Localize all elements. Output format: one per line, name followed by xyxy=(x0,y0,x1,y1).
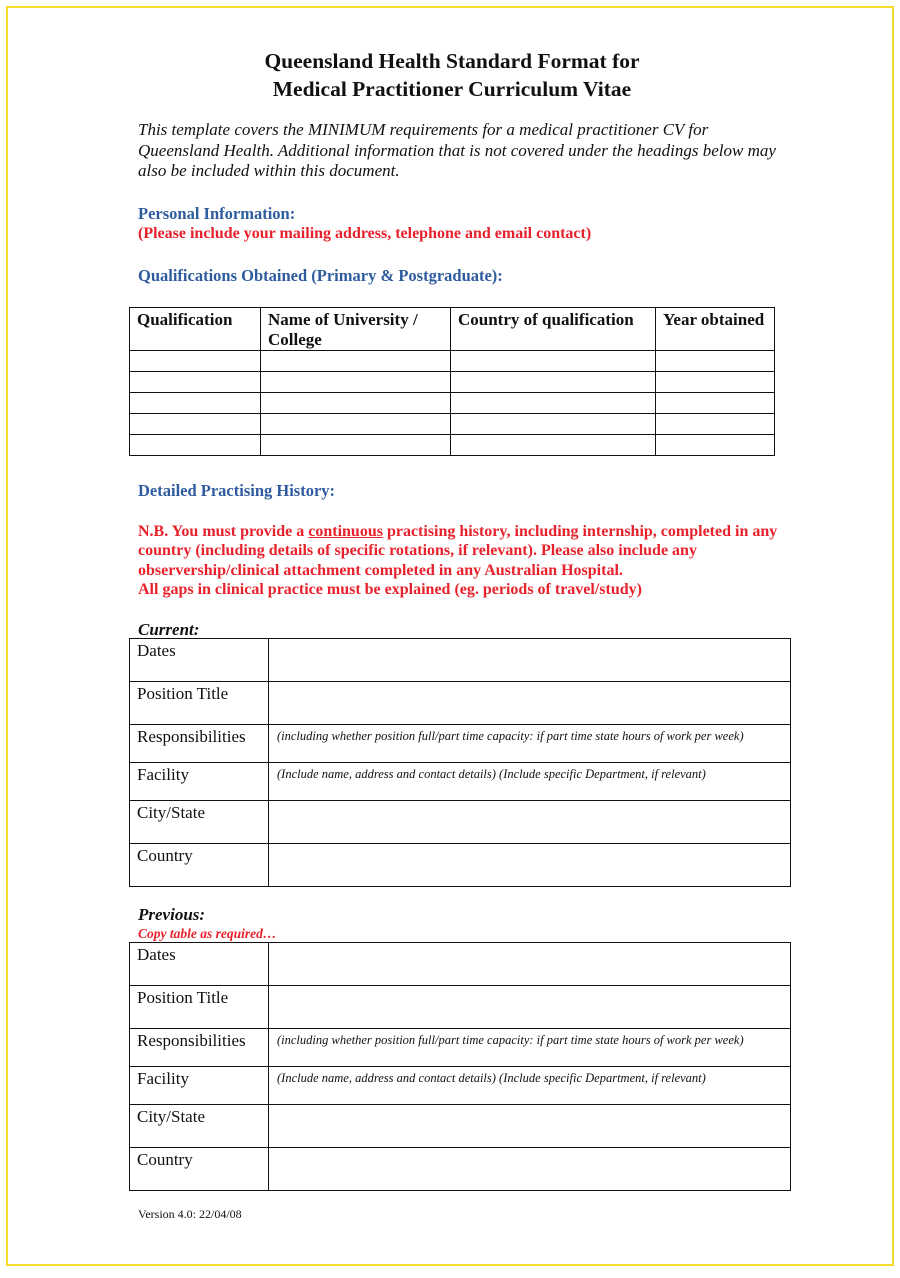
copy-table-note: Copy table as required… xyxy=(138,926,277,941)
country-cell[interactable] xyxy=(269,1148,791,1191)
country-label: Country xyxy=(130,844,269,887)
previous-heading: Previous: xyxy=(138,905,206,924)
university-cell[interactable] xyxy=(261,351,451,372)
document-page xyxy=(6,6,894,1266)
table-row xyxy=(130,763,791,801)
university-cell[interactable] xyxy=(261,393,451,414)
qualification-cell[interactable] xyxy=(130,393,261,414)
responsibilities-cell[interactable]: (including whether position full/part time capacity: if part time state hours of work per week) xyxy=(269,725,791,763)
position-title-cell[interactable] xyxy=(269,986,791,1029)
position-title-label: Position Title xyxy=(130,986,269,1029)
table-row xyxy=(130,1105,791,1148)
table-row xyxy=(130,1067,791,1105)
document-title-line-1: Queensland Health Standard Format for xyxy=(264,49,640,73)
facility-label: Facility xyxy=(130,763,269,801)
dates-label: Dates xyxy=(130,943,269,986)
year-cell[interactable] xyxy=(656,351,775,372)
country-cell[interactable] xyxy=(451,435,656,456)
country-label: Country xyxy=(130,1148,269,1191)
current-heading: Current: xyxy=(138,620,200,639)
country-cell[interactable] xyxy=(451,393,656,414)
table-row xyxy=(130,1148,791,1191)
year-cell[interactable] xyxy=(656,414,775,435)
responsibilities-label: Responsibilities xyxy=(130,725,269,763)
column-header-country: Country of qualification xyxy=(451,308,656,351)
university-cell[interactable] xyxy=(261,435,451,456)
year-cell[interactable] xyxy=(656,393,775,414)
dates-cell[interactable] xyxy=(269,639,791,682)
table-row xyxy=(130,943,791,986)
current-position-table xyxy=(129,638,791,887)
nb-underlined-word: continuous xyxy=(308,523,383,540)
table-row xyxy=(130,682,791,725)
previous-position-table xyxy=(129,942,791,1191)
table-row xyxy=(130,414,775,435)
qualifications-table xyxy=(129,307,775,456)
qualification-cell[interactable] xyxy=(130,435,261,456)
table-row xyxy=(130,844,791,887)
table-header-row xyxy=(130,308,775,351)
table-row xyxy=(130,372,775,393)
table-row xyxy=(130,986,791,1029)
intro-paragraph: This template covers the MINIMUM requirements for a medical practitioner CV for Queensland Health. Additional information that is not covered under the headings below may also be included within this document. xyxy=(138,120,776,180)
dates-cell[interactable] xyxy=(269,943,791,986)
country-cell[interactable] xyxy=(451,351,656,372)
facility-cell[interactable]: (Include name, address and contact details) (Include specific Department, if relevant) xyxy=(269,1067,791,1105)
table-row xyxy=(130,351,775,372)
year-cell[interactable] xyxy=(656,372,775,393)
year-cell[interactable] xyxy=(656,435,775,456)
nb-prefix: N.B. You must provide a xyxy=(138,523,309,540)
table-row xyxy=(130,393,775,414)
country-cell[interactable] xyxy=(451,372,656,393)
table-row xyxy=(130,725,791,763)
column-header-university: Name of University / College xyxy=(261,308,451,351)
table-row xyxy=(130,1029,791,1067)
column-header-year: Year obtained xyxy=(656,308,775,351)
qualification-cell[interactable] xyxy=(130,351,261,372)
facility-cell[interactable]: (Include name, address and contact details) (Include specific Department, if relevant) xyxy=(269,763,791,801)
table-row xyxy=(130,435,775,456)
university-cell[interactable] xyxy=(261,414,451,435)
personal-info-note: (Please include your mailing address, telephone and email contact) xyxy=(138,225,592,242)
position-title-cell[interactable] xyxy=(269,682,791,725)
document-title-line-2: Medical Practitioner Curriculum Vitae xyxy=(272,77,632,101)
country-cell[interactable] xyxy=(451,414,656,435)
city-state-label: City/State xyxy=(130,1105,269,1148)
responsibilities-label: Responsibilities xyxy=(130,1029,269,1067)
practising-history-note xyxy=(138,522,798,599)
city-state-cell[interactable] xyxy=(269,1105,791,1148)
practising-history-heading: Detailed Practising History: xyxy=(138,481,336,500)
responsibilities-cell[interactable]: (including whether position full/part time capacity: if part time state hours of work per week) xyxy=(269,1029,791,1067)
facility-label: Facility xyxy=(130,1067,269,1105)
city-state-label: City/State xyxy=(130,801,269,844)
country-cell[interactable] xyxy=(269,844,791,887)
qualification-cell[interactable] xyxy=(130,414,261,435)
qualifications-heading: Qualifications Obtained (Primary & Postgraduate): xyxy=(138,266,503,285)
version-footer: Version 4.0: 22/04/08 xyxy=(138,1207,242,1221)
table-row xyxy=(130,639,791,682)
university-cell[interactable] xyxy=(261,372,451,393)
city-state-cell[interactable] xyxy=(269,801,791,844)
dates-label: Dates xyxy=(130,639,269,682)
nb-gaps: All gaps in clinical practice must be explained (eg. periods of travel/study) xyxy=(138,580,642,598)
column-header-qualification: Qualification xyxy=(130,308,261,351)
qualification-cell[interactable] xyxy=(130,372,261,393)
nb-rest: practising history, including internship, completed in any country (including details of specific rotations, if relevant). Please also include any observership/clinical attachment completed in any Australian Hospital. xyxy=(138,523,778,579)
personal-info-heading: Personal Information: xyxy=(138,204,296,223)
position-title-label: Position Title xyxy=(130,682,269,725)
table-row xyxy=(130,801,791,844)
